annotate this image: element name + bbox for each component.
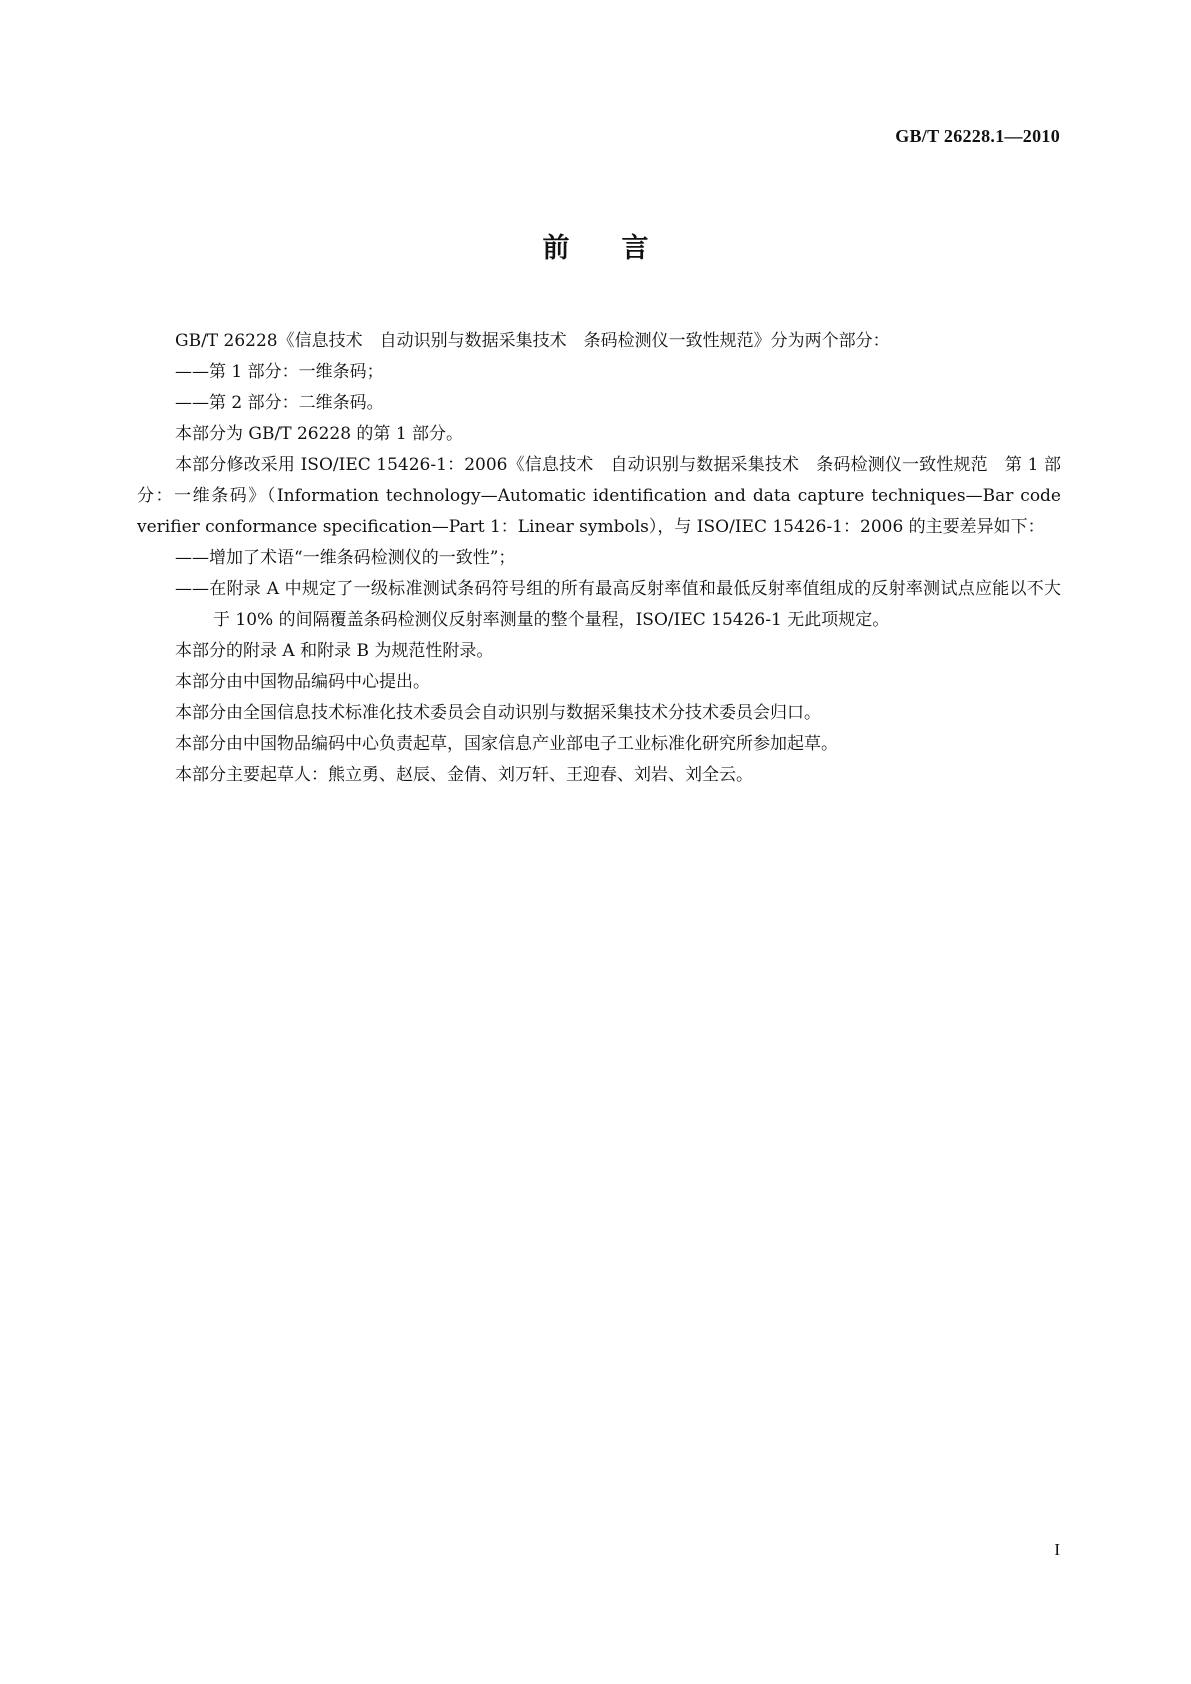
page-title: 前言 — [542, 233, 701, 264]
paragraph-drafters: 本部分主要起草人：熊立勇、赵辰、金倩、刘万轩、王迎春、刘岩、刘全云。 — [175, 765, 753, 785]
paragraph-adoption: 本部分修改采用 ISO/IEC 15426-1：2006《信息技术 自动识别与数据采集技术 条码检测仪一致性规范 第 1 部分：一维条码》（Information technology—Automatic identification and data capture techniques—Bar code verifier conformance specification—Part 1：Linear symbols），与 ISO/IEC 15426-1：2006 的主要差异如下： — [137, 455, 1061, 537]
list-item-difference-2: ——在附录 A 中规定了一级标准测试条码符号组的所有最高反射率值和最低反射率值组成的反射率测试点应能以不大于 10% 的间隔覆盖条码检测仪反射率测量的整个量程，ISO/IEC 15426-1 无此项规定。 — [175, 579, 1061, 630]
paragraph-part-scope: 本部分为 GB/T 26228 的第 1 部分。 — [175, 424, 464, 444]
paragraph-committee: 本部分由全国信息技术标准化技术委员会自动识别与数据采集技术分技术委员会归口。 — [175, 703, 821, 723]
paragraph-annexes: 本部分的附录 A 和附录 B 为规范性附录。 — [175, 641, 494, 661]
page-number: I — [1054, 1540, 1060, 1559]
paragraph-drafting-units: 本部分由中国物品编码中心负责起草，国家信息产业部电子工业标准化研究所参加起草。 — [175, 734, 838, 754]
paragraph-intro: GB/T 26228《信息技术 自动识别与数据采集技术 条码检测仪一致性规范》分为两个部分： — [175, 331, 890, 351]
standard-number: GB/T 26228.1—2010 — [895, 126, 1060, 146]
document-body — [137, 326, 1061, 791]
list-item-part-2: ——第 2 部分：二维条码。 — [175, 393, 384, 413]
list-item-part-1: ——第 1 部分：一维条码； — [175, 362, 384, 382]
paragraph-proposer: 本部分由中国物品编码中心提出。 — [175, 672, 430, 692]
list-item-difference-1: ——增加了术语“一维条码检测仪的一致性”； — [175, 548, 516, 568]
